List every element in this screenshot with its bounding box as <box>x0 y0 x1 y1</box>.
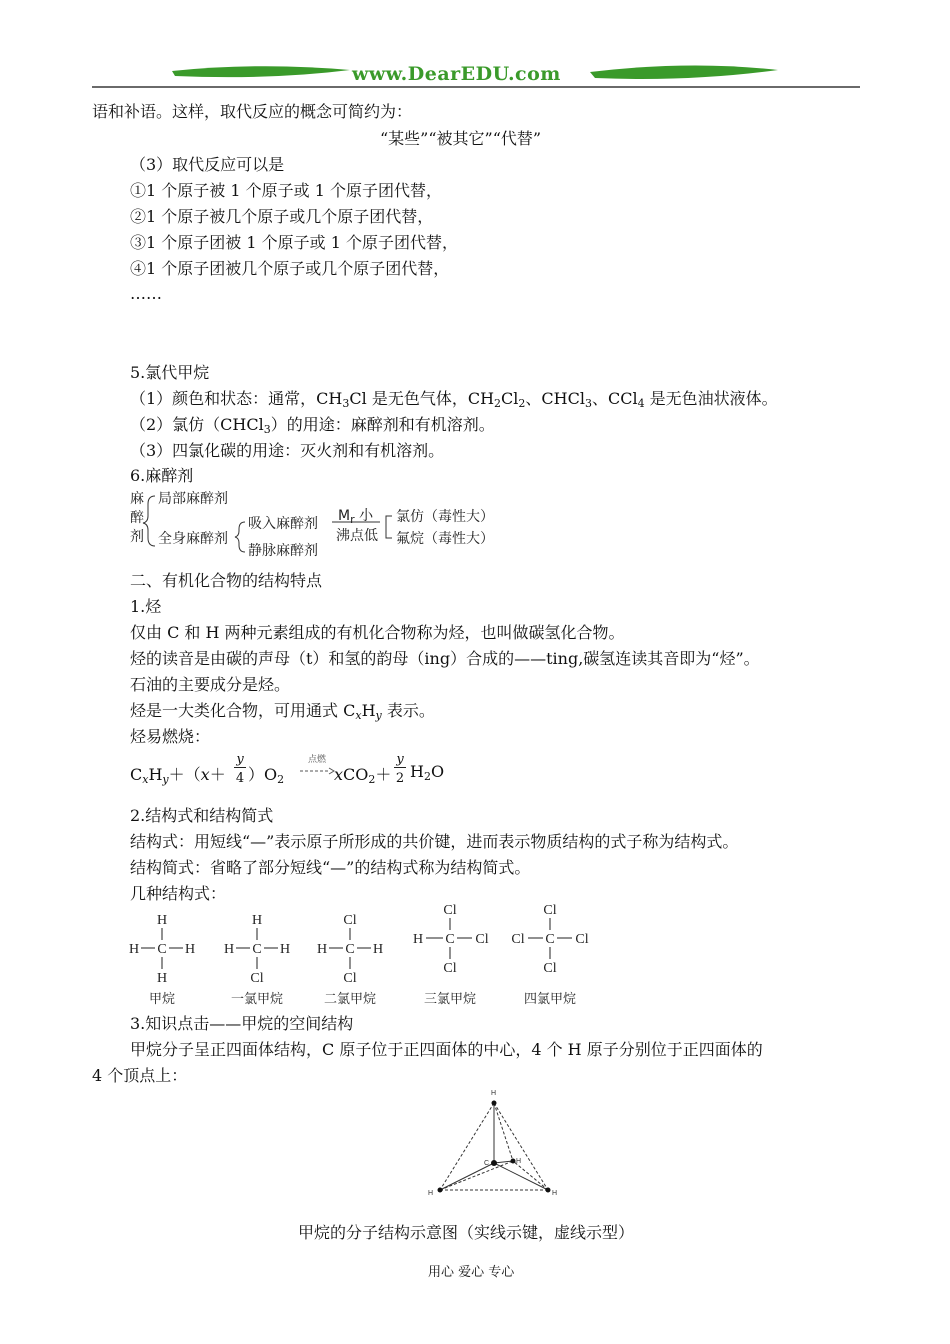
eq-frac1: y 4 <box>234 752 246 790</box>
header-site-name: www.DearEDU.com <box>352 63 561 85</box>
sub3-item-1: ①1 个原子被 1 个原子或 1 个原子团代替， <box>130 181 442 200</box>
atom-bottom: Cl <box>250 971 264 986</box>
s2-title: 2.结构式和结构简式 <box>130 806 274 825</box>
figure-caption: 甲烷的分子结构示意图（实线示键，虚线示型） <box>298 1223 635 1242</box>
atom-right: H <box>184 942 196 957</box>
atom-bottom: H <box>156 971 168 986</box>
anesthetic-tree <box>128 486 528 560</box>
s1-title: 1.烃 <box>130 597 162 616</box>
structure-tetrachloromethane <box>511 903 588 1007</box>
eq-o2: ）$O_2$ <box>248 765 285 786</box>
tree-local: 局部麻醉剂 <box>158 491 228 507</box>
combustion-equation <box>130 752 490 798</box>
tree-chloroform: 氯仿（毒性大） <box>396 509 494 525</box>
atom-bottom: Cl <box>443 961 457 976</box>
s3-p1: 甲烷分子呈正四面体结构，C 原子位于正四面体的中心，4 个 H 原子分别位于正四面体的 <box>130 1040 763 1059</box>
fig-label-left: H <box>428 1190 434 1197</box>
s1-p1: 仅由 C 和 H 两种元素组成的有机化合物称为烃，也叫做碳氢化合物。 <box>130 623 625 642</box>
structure-trichloromethane <box>413 903 489 1007</box>
atom-right: H <box>372 942 384 957</box>
s5-p1: （1）颜色和状态：通常，$CH_3Cl$ 是无色气体，$CH_2Cl_2$、CHCl$_3$、CCl$_4$ 是无色油状液体。 <box>130 389 778 410</box>
atom-bottom: Cl <box>543 961 557 976</box>
s1-p2: 烃的读音是由碳的声母（t）和氢的韵母（ing）合成的——ting,碳氢连读其音即为“烃”。 <box>130 649 760 668</box>
page-footer: 用心 爱心 专心 <box>428 1265 515 1280</box>
atom-left: Cl <box>511 932 525 947</box>
s1-p5: 烃易燃烧： <box>130 727 211 746</box>
sub3-item-3: ③1 个原子团被 1 个原子或 1 个原子团代替， <box>130 233 458 252</box>
atom-right: Cl <box>475 932 489 947</box>
s3-title: 3.知识点击——甲烷的空间结构 <box>130 1014 354 1033</box>
eq-frac2: y 2 <box>394 752 406 790</box>
part2-title: 二、有机化合物的结构特点 <box>130 571 323 590</box>
header-banner <box>0 0 950 95</box>
fig-label-right: H <box>552 1190 558 1197</box>
s6-title: 6.麻醉剂 <box>130 466 194 485</box>
structure-name: 四氯甲烷 <box>523 992 577 1007</box>
s1-p3: 石油的主要成分是烃。 <box>130 675 291 694</box>
s1-p4: 烃是一大类化合物，可用通式 $C_xH_y$ 表示。 <box>130 701 435 722</box>
sub3-item-2: ②1 个原子被几个原子或几个原子团代替， <box>130 207 434 226</box>
fig-label-top: H <box>491 1090 497 1097</box>
atom-left: H <box>223 942 235 957</box>
s5-title: 5.氯代甲烷 <box>130 363 210 382</box>
structure-name: 二氯甲烷 <box>323 992 377 1007</box>
tree-halothane: 氟烷（毒性大） <box>396 531 494 547</box>
atom-bottom: Cl <box>343 971 357 986</box>
s2-p3: 几种结构式： <box>130 884 227 903</box>
atom-center: C <box>545 932 555 947</box>
eq-arrow <box>300 767 336 775</box>
fig-label-mid: H <box>516 1158 522 1165</box>
atom-left: H <box>128 942 140 957</box>
eq-h2o: $H_2O$ <box>410 762 445 783</box>
tree-mr: $M_r$ 小 <box>338 508 374 526</box>
atom-right: Cl <box>575 932 589 947</box>
atom-top: H <box>251 913 263 928</box>
atom-top: Cl <box>343 913 357 928</box>
structural-formulas <box>120 900 600 1012</box>
structure-methane <box>129 913 195 1007</box>
eq-condition: 点燃 <box>308 755 327 765</box>
intro-line: 语和补语。这样，取代反应的概念可简约为： <box>92 102 413 121</box>
structure-dichloromethane <box>317 913 383 1007</box>
intro-quote: “某些”“被其它”“代替” <box>380 129 542 148</box>
sub3-title: （3）取代反应可以是 <box>130 155 285 174</box>
atom-center: C <box>445 932 455 947</box>
tree-lowbp: 沸点低 <box>336 528 378 544</box>
atom-center: C <box>157 942 167 957</box>
s5-p2: （2）氯仿（CHCl$_3$）的用途：麻醉剂和有机溶剂。 <box>130 415 495 436</box>
structure-name: 甲烷 <box>148 992 176 1007</box>
s2-p1: 结构式：用短线“—”表示原子所形成的共价键，进而表示物质结构的式子称为结构式。 <box>130 832 739 851</box>
atom-right: H <box>279 942 291 957</box>
atom-center: C <box>345 942 355 957</box>
atom-top: Cl <box>443 903 457 918</box>
structure-name: 三氯甲烷 <box>423 992 477 1007</box>
tree-inhale: 吸入麻醉剂 <box>248 516 318 532</box>
atom-left: H <box>412 932 424 947</box>
s3-p2: 4 个顶点上： <box>92 1066 188 1085</box>
structure-chloromethane <box>224 913 290 1007</box>
atom-left: H <box>316 942 328 957</box>
eq-co2: xCO$_2$＋ <box>334 765 392 786</box>
tree-vein: 静脉麻醉剂 <box>248 543 318 559</box>
structure-name: 一氯甲烷 <box>230 992 284 1007</box>
s5-p3: （3）四氯化碳的用途：灭火剂和有机溶剂。 <box>130 441 445 460</box>
sub3-item-4: ④1 个原子团被几个原子或几个原子团代替， <box>130 259 450 278</box>
sub3-ellipsis: …… <box>130 284 162 303</box>
tree-root: 麻 醉 剂 <box>130 491 144 545</box>
eq-formula-left: $C_xH_y+(x+$ <box>130 765 226 786</box>
atom-top: Cl <box>543 903 557 918</box>
methane-tetrahedron-figure <box>420 1085 570 1205</box>
s2-p2: 结构简式：省略了部分短线“—”的结构式称为结构简式。 <box>130 858 531 877</box>
fig-label-c: C <box>484 1160 490 1167</box>
atom-center: C <box>252 942 262 957</box>
atom-top: H <box>156 913 168 928</box>
tree-general: 全身麻醉剂 <box>158 531 228 547</box>
